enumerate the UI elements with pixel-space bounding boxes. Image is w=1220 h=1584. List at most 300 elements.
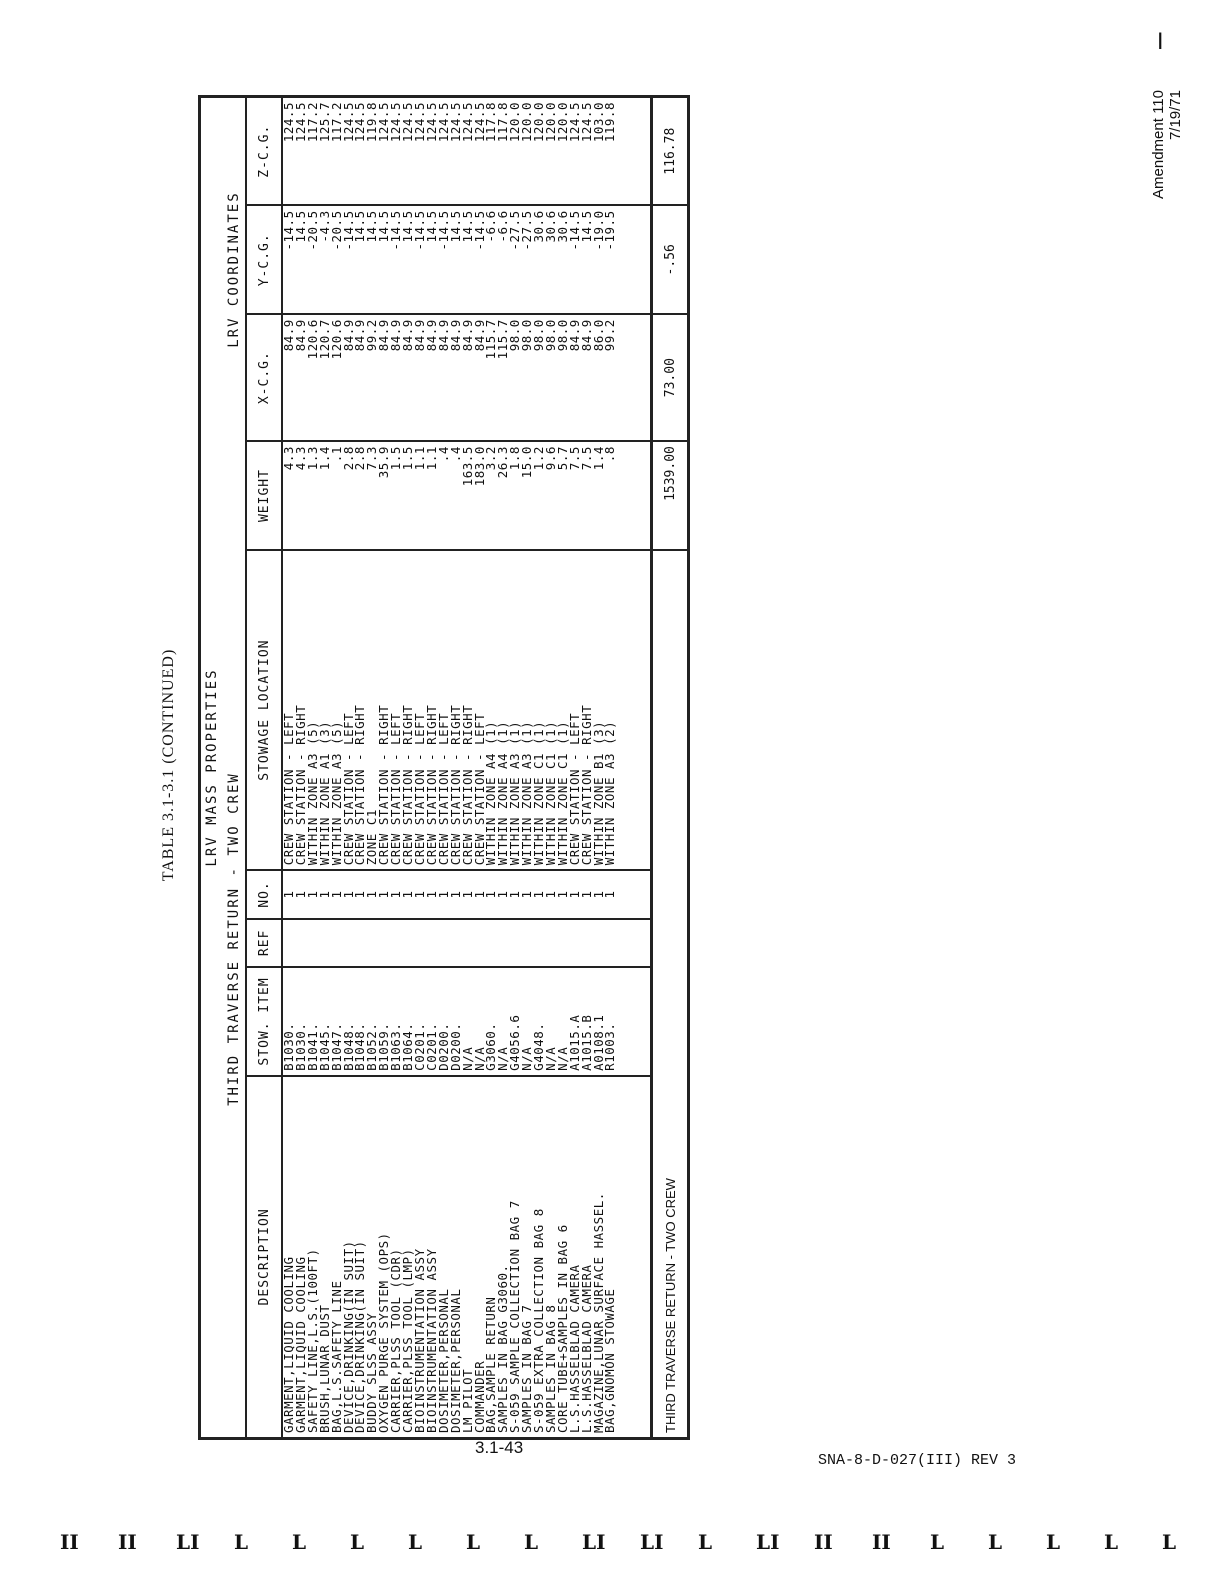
column-header: WEIGHT <box>246 441 282 550</box>
table-row <box>354 97 366 1439</box>
x-cg-cell: 84.9 <box>295 314 307 441</box>
stow-item-cell: N/A <box>557 967 569 1076</box>
y-cg-cell: 14.5 <box>450 205 462 314</box>
x-cg-cell: 115.7 <box>497 314 509 441</box>
stowage-location-cell: CREW STATION - RIGHT <box>426 550 438 870</box>
ref-cell <box>450 919 462 967</box>
stow-item-cell: B1041. <box>307 967 319 1076</box>
z-cg-cell: 120.0 <box>545 97 557 206</box>
description-cell: S-059 EXTRA COLLECTION BAG 8 <box>533 1076 545 1439</box>
stow-item-cell: N/A <box>474 967 486 1076</box>
edge-mark: L <box>524 1530 539 1554</box>
column-header: X-C.G. <box>246 314 282 441</box>
stow-item-cell: A1015.A <box>569 967 581 1076</box>
weight-cell: 2.8 <box>354 441 366 550</box>
y-cg-cell: -14.5 <box>414 205 426 314</box>
edge-mark: LI <box>582 1530 606 1554</box>
y-cg-cell: -14.5 <box>474 205 486 314</box>
spacer-row <box>616 97 652 1439</box>
stowage-location-cell: CREW STATION - RIGHT <box>402 550 414 870</box>
qty-cell: 1 <box>545 870 557 918</box>
ref-cell <box>414 919 426 967</box>
stow-item-cell: B1052. <box>366 967 378 1076</box>
stowage-location-cell: CREW STATION - RIGHT <box>581 550 593 870</box>
column-header: STOW. ITEM <box>246 967 282 1076</box>
stow-item-cell: G4048. <box>533 967 545 1076</box>
z-cg-cell: 120.0 <box>521 97 533 206</box>
coord-group-header: LRV COORDINATES <box>223 97 246 442</box>
weight-cell: .4 <box>438 441 450 550</box>
description-cell: SAMPLES IN BAG 8 <box>545 1076 557 1439</box>
ref-cell <box>438 919 450 967</box>
stowage-location-cell: CREW STATION - LEFT <box>390 550 402 870</box>
description-cell: COMMANDER <box>474 1076 486 1439</box>
stow-item-cell: A0108.1 <box>593 967 605 1076</box>
edge-mark: L <box>234 1530 249 1554</box>
stowage-location-cell: WITHIN ZONE C1 (1) <box>557 550 569 870</box>
y-cg-cell: -19.5 <box>604 205 616 314</box>
x-cg-cell: 98.0 <box>509 314 521 441</box>
description-cell: BAG,L.S.SAFETY LINE <box>331 1076 343 1439</box>
weight-cell: 35.9 <box>378 441 390 550</box>
stowage-location-cell: WITHIN ZONE A3 (2) <box>604 550 616 870</box>
edge-mark: II <box>60 1530 79 1554</box>
description-cell: BIOINSTRUMENTATION ASSY <box>426 1076 438 1439</box>
description-cell: OXYGEN PURGE SYSTEM (OPS) <box>378 1076 390 1439</box>
stowage-location-cell: WITHIN ZONE A4 (1) <box>497 550 509 870</box>
x-cg-cell: 86.0 <box>593 314 605 441</box>
y-cg-cell: 14.5 <box>354 205 366 314</box>
ref-cell <box>557 919 569 967</box>
edge-mark: LI <box>640 1530 664 1554</box>
ref-cell <box>343 919 355 967</box>
description-cell: BAG,SAMPLE RETURN <box>485 1076 497 1439</box>
qty-cell: 1 <box>438 870 450 918</box>
description-cell: L.S.HASSELBLAD CAMERA <box>581 1076 593 1439</box>
x-cg-cell: 84.9 <box>402 314 414 441</box>
ref-cell <box>509 919 521 967</box>
edge-mark: L <box>698 1530 713 1554</box>
table-subtitle: THIRD TRAVERSE RETURN - TWO CREW <box>223 441 246 1438</box>
y-cg-cell: -27.5 <box>509 205 521 314</box>
x-cg-cell: 84.9 <box>474 314 486 441</box>
qty-cell: 1 <box>450 870 462 918</box>
z-cg-cell: 124.5 <box>390 97 402 206</box>
weight-cell: 2.8 <box>343 441 355 550</box>
y-cg-cell: -19.0 <box>593 205 605 314</box>
ref-cell <box>521 919 533 967</box>
corner-mark: I <box>1157 30 1164 55</box>
stow-item-cell: B1048. <box>343 967 355 1076</box>
ref-cell <box>331 919 343 967</box>
z-cg-cell: 124.5 <box>378 97 390 206</box>
description-cell: L.S.HASSELBLAD CAMERA <box>569 1076 581 1439</box>
ref-cell <box>354 919 366 967</box>
edge-mark: II <box>872 1530 891 1554</box>
ref-cell <box>366 919 378 967</box>
edge-mark: LI <box>756 1530 780 1554</box>
z-cg-cell: 117.8 <box>485 97 497 206</box>
stow-item-cell: B1045. <box>319 967 331 1076</box>
y-cg-cell: 14.5 <box>378 205 390 314</box>
stow-item-cell: D0200. <box>450 967 462 1076</box>
y-cg-cell: 14.5 <box>295 205 307 314</box>
total-z: 116.78 <box>652 97 689 206</box>
qty-cell: 1 <box>354 870 366 918</box>
column-header: STOWAGE LOCATION <box>246 550 282 870</box>
weight-cell: 1.8 <box>509 441 521 550</box>
x-cg-cell: 98.0 <box>533 314 545 441</box>
y-cg-cell: -14.5 <box>390 205 402 314</box>
x-cg-cell: 99.2 <box>604 314 616 441</box>
column-header: Z-C.G. <box>246 97 282 206</box>
stow-item-cell: C0201. <box>414 967 426 1076</box>
weight-cell: 1.3 <box>307 441 319 550</box>
z-cg-cell: 117.2 <box>331 97 343 206</box>
stowage-location-cell: CREW STATION - LEFT <box>282 550 295 870</box>
z-cg-cell: 124.5 <box>569 97 581 206</box>
stow-item-cell: B1030. <box>295 967 307 1076</box>
description-cell: SAMPLES IN BAG 7 <box>521 1076 533 1439</box>
description-cell: GARMENT,LIQUID COOLING <box>282 1076 295 1439</box>
y-cg-cell: -14.5 <box>343 205 355 314</box>
y-cg-cell: -14.5 <box>438 205 450 314</box>
x-cg-cell: 84.9 <box>354 314 366 441</box>
qty-cell: 1 <box>485 870 497 918</box>
ref-cell <box>581 919 593 967</box>
z-cg-cell: 124.5 <box>438 97 450 206</box>
description-cell: SAFETY LINE,L.S.(100FT) <box>307 1076 319 1439</box>
stowage-location-cell: WITHIN ZONE A4 (1) <box>485 550 497 870</box>
ref-cell <box>569 919 581 967</box>
stowage-location-cell: WITHIN ZONE A3 (1) <box>521 550 533 870</box>
table-caption: TABLE 3.1-3.1 (CONTINUED) <box>160 648 177 882</box>
x-cg-cell: 84.9 <box>282 314 295 441</box>
stow-item-cell: R1003. <box>604 967 616 1076</box>
z-cg-cell: 124.5 <box>282 97 295 206</box>
qty-cell: 1 <box>378 870 390 918</box>
z-cg-cell: 124.5 <box>581 97 593 206</box>
document-id: SNA-8-D-027(III) REV 3 <box>818 1452 1017 1469</box>
stow-item-cell: C0201. <box>426 967 438 1076</box>
x-cg-cell: 84.9 <box>581 314 593 441</box>
z-cg-cell: 125.7 <box>319 97 331 206</box>
edge-mark: L <box>408 1530 423 1554</box>
edge-mark: L <box>466 1530 481 1554</box>
description-cell: BUDDY SLSS ASSY <box>366 1076 378 1439</box>
column-header: REF <box>246 919 282 967</box>
description-cell: DOSIMETER,PERSONAL <box>450 1076 462 1439</box>
stow-item-cell: G3060. <box>485 967 497 1076</box>
stowage-location-cell: CREW STATION - RIGHT <box>462 550 474 870</box>
description-cell: GARMENT,LIQUID COOLING <box>295 1076 307 1439</box>
x-cg-cell: 99.2 <box>366 314 378 441</box>
x-cg-cell: 84.9 <box>438 314 450 441</box>
rotated-table-sheet <box>160 90 1060 1440</box>
x-cg-cell: 84.9 <box>378 314 390 441</box>
column-header: Y-C.G. <box>246 205 282 314</box>
weight-cell: 1.5 <box>402 441 414 550</box>
description-cell: CARRIER,PLSS TOOL (LMP) <box>402 1076 414 1439</box>
stowage-location-cell: CREW STATION - LEFT <box>414 550 426 870</box>
weight-cell: 1.1 <box>414 441 426 550</box>
y-cg-cell: -4.3 <box>319 205 331 314</box>
x-cg-cell: 120.6 <box>331 314 343 441</box>
weight-cell: 1.2 <box>533 441 545 550</box>
stow-item-cell: N/A <box>521 967 533 1076</box>
y-cg-cell: 14.5 <box>426 205 438 314</box>
y-cg-cell: -20.5 <box>307 205 319 314</box>
description-cell: CORE TUBE+SAMPLES IN BAG 6 <box>557 1076 569 1439</box>
stow-item-cell: N/A <box>545 967 557 1076</box>
edge-mark: L <box>1162 1530 1177 1554</box>
weight-cell: 4.3 <box>295 441 307 550</box>
qty-cell: 1 <box>414 870 426 918</box>
ref-cell <box>319 919 331 967</box>
x-cg-cell: 84.9 <box>569 314 581 441</box>
edge-mark: II <box>814 1530 833 1554</box>
z-cg-cell: 124.5 <box>402 97 414 206</box>
qty-cell: 1 <box>581 870 593 918</box>
stowage-location-cell: WITHIN ZONE B1 (3) <box>593 550 605 870</box>
description-cell: BAG,GNOMON STOWAGE <box>604 1076 616 1439</box>
z-cg-cell: 124.5 <box>426 97 438 206</box>
y-cg-cell: -14.5 <box>569 205 581 314</box>
z-cg-cell: 120.0 <box>509 97 521 206</box>
amendment-note <box>1150 90 1200 240</box>
weight-cell: 3.2 <box>485 441 497 550</box>
x-cg-cell: 98.0 <box>557 314 569 441</box>
z-cg-cell: 103.0 <box>593 97 605 206</box>
description-cell: SAMPLES IN BAG G3060. <box>497 1076 509 1439</box>
stowage-location-cell: WITHIN ZONE A3 (5) <box>307 550 319 870</box>
stow-item-cell: B1047. <box>331 967 343 1076</box>
y-cg-cell: -20.5 <box>331 205 343 314</box>
stowage-location-cell: CREW STATION - RIGHT <box>450 550 462 870</box>
z-cg-cell: 124.5 <box>450 97 462 206</box>
x-cg-cell: 98.0 <box>521 314 533 441</box>
stowage-location-cell: CREW STATION - RIGHT <box>378 550 390 870</box>
x-cg-cell: 84.9 <box>462 314 474 441</box>
qty-cell: 1 <box>569 870 581 918</box>
ref-cell <box>390 919 402 967</box>
ref-cell <box>533 919 545 967</box>
weight-cell: 163.5 <box>462 441 474 550</box>
weight-cell: .4 <box>450 441 462 550</box>
qty-cell: 1 <box>462 870 474 918</box>
column-header: DESCRIPTION <box>246 1076 282 1439</box>
edge-mark: L <box>1104 1530 1119 1554</box>
y-cg-cell: 14.5 <box>402 205 414 314</box>
stow-item-cell: N/A <box>497 967 509 1076</box>
stow-item-cell: B1064. <box>402 967 414 1076</box>
weight-cell: 1.1 <box>426 441 438 550</box>
x-cg-cell: 120.7 <box>319 314 331 441</box>
weight-cell: 4.3 <box>282 441 295 550</box>
stow-item-cell: B1059. <box>378 967 390 1076</box>
description-cell: S-059 SAMPLE COLLECTION BAG 7 <box>509 1076 521 1439</box>
amendment-line1: Amendment 110 <box>1150 90 1167 199</box>
mass-properties-table <box>198 95 690 1440</box>
weight-cell: 183.0 <box>474 441 486 550</box>
description-cell: BIOINSTRUMENTATION ASSY <box>414 1076 426 1439</box>
z-cg-cell: 119.8 <box>366 97 378 206</box>
stowage-location-cell: WITHIN ZONE A3 (5) <box>331 550 343 870</box>
z-cg-cell: 117.2 <box>307 97 319 206</box>
stowage-location-cell: CREW STATION - RIGHT <box>354 550 366 870</box>
x-cg-cell: 84.9 <box>390 314 402 441</box>
x-cg-cell: 120.6 <box>307 314 319 441</box>
description-cell: BRUSH,LUNAR DUST <box>319 1076 331 1439</box>
stow-item-cell: D0200. <box>438 967 450 1076</box>
ref-cell <box>426 919 438 967</box>
table-body <box>282 97 616 1439</box>
qty-cell: 1 <box>307 870 319 918</box>
ref-cell <box>282 919 295 967</box>
edge-mark: II <box>118 1530 137 1554</box>
qty-cell: 1 <box>426 870 438 918</box>
qty-cell: 1 <box>533 870 545 918</box>
stowage-location-cell: WITHIN ZONE C1 (1) <box>533 550 545 870</box>
z-cg-cell: 124.5 <box>295 97 307 206</box>
table-row <box>604 97 616 1439</box>
description-cell: CARRIER,PLSS TOOL (CDR) <box>390 1076 402 1439</box>
ref-cell <box>402 919 414 967</box>
description-cell: DEVICE,DRINKING(IN SUIT) <box>354 1076 366 1439</box>
table-title: LRV MASS PROPERTIES <box>200 97 224 1439</box>
weight-cell: 26.3 <box>497 441 509 550</box>
qty-cell: 1 <box>604 870 616 918</box>
weight-cell: 7.5 <box>581 441 593 550</box>
description-cell: MAGAZINE,LUNAR SURFACE HASSEL. <box>593 1076 605 1439</box>
weight-cell: 1.4 <box>319 441 331 550</box>
stowage-location-cell: CREW STATION - LEFT <box>474 550 486 870</box>
weight-cell: 7.5 <box>569 441 581 550</box>
stowage-location-cell: CREW STATION - RIGHT <box>295 550 307 870</box>
y-cg-cell: 14.5 <box>366 205 378 314</box>
edge-mark: L <box>350 1530 365 1554</box>
ref-cell <box>485 919 497 967</box>
qty-cell: 1 <box>331 870 343 918</box>
description-cell: DOSIMETER,PERSONAL <box>438 1076 450 1439</box>
y-cg-cell: 30.6 <box>557 205 569 314</box>
stow-item-cell: N/A <box>462 967 474 1076</box>
qty-cell: 1 <box>593 870 605 918</box>
stowage-location-cell: CREW STATION - LEFT <box>343 550 355 870</box>
description-cell: DEVICE,DRINKING(IN SUIT) <box>343 1076 355 1439</box>
weight-cell: .1 <box>331 441 343 550</box>
x-cg-cell: 84.9 <box>414 314 426 441</box>
weight-cell: 15.0 <box>521 441 533 550</box>
description-cell: LM PILOT <box>462 1076 474 1439</box>
weight-cell: 9.6 <box>545 441 557 550</box>
total-x: 73.00 <box>652 314 689 441</box>
qty-cell: 1 <box>521 870 533 918</box>
ref-cell <box>307 919 319 967</box>
ref-cell <box>497 919 509 967</box>
z-cg-cell: 124.5 <box>354 97 366 206</box>
z-cg-cell: 119.8 <box>604 97 616 206</box>
edge-mark: L <box>930 1530 945 1554</box>
ref-cell <box>604 919 616 967</box>
total-y: -.56 <box>652 205 689 314</box>
stowage-location-cell: WITHIN ZONE C1 (1) <box>545 550 557 870</box>
amendment-line2: 7/19/71 <box>1167 90 1184 141</box>
qty-cell: 1 <box>366 870 378 918</box>
stow-item-cell: B1048. <box>354 967 366 1076</box>
qty-cell: 1 <box>497 870 509 918</box>
ref-cell <box>474 919 486 967</box>
z-cg-cell: 117.8 <box>497 97 509 206</box>
stow-item-cell: G4056.6 <box>509 967 521 1076</box>
weight-cell: 1.5 <box>390 441 402 550</box>
qty-cell: 1 <box>319 870 331 918</box>
qty-cell: 1 <box>402 870 414 918</box>
column-header: NO. <box>246 870 282 918</box>
page-number: 3.1-43 <box>475 1438 524 1457</box>
stowage-location-cell: WITHIN ZONE A3 (1) <box>509 550 521 870</box>
stowage-location-cell: CREW STATION - LEFT <box>569 550 581 870</box>
x-cg-cell: 84.9 <box>426 314 438 441</box>
column-header-row <box>246 97 282 1439</box>
ref-cell <box>593 919 605 967</box>
weight-cell: .8 <box>604 441 616 550</box>
z-cg-cell: 124.5 <box>474 97 486 206</box>
stowage-location-cell: CREW STATION - LEFT <box>438 550 450 870</box>
y-cg-cell: -27.5 <box>521 205 533 314</box>
ref-cell <box>462 919 474 967</box>
qty-cell: 1 <box>295 870 307 918</box>
y-cg-cell: 14.5 <box>462 205 474 314</box>
x-cg-cell: 98.0 <box>545 314 557 441</box>
x-cg-cell: 84.9 <box>450 314 462 441</box>
total-weight: 1539.00 <box>652 441 689 550</box>
y-cg-cell: -6.6 <box>497 205 509 314</box>
weight-cell: 5.7 <box>557 441 569 550</box>
y-cg-cell: 30.6 <box>533 205 545 314</box>
stowage-location-cell: ZONE C1 <box>366 550 378 870</box>
z-cg-cell: 120.0 <box>533 97 545 206</box>
x-cg-cell: 115.7 <box>485 314 497 441</box>
total-row <box>652 97 689 1439</box>
x-cg-cell: 84.9 <box>343 314 355 441</box>
qty-cell: 1 <box>390 870 402 918</box>
z-cg-cell: 124.5 <box>414 97 426 206</box>
stow-item-cell: B1030. <box>282 967 295 1076</box>
edge-mark: LI <box>176 1530 200 1554</box>
stow-item-cell: B1063. <box>390 967 402 1076</box>
qty-cell: 1 <box>509 870 521 918</box>
qty-cell: 1 <box>474 870 486 918</box>
qty-cell: 1 <box>282 870 295 918</box>
y-cg-cell: -6.6 <box>485 205 497 314</box>
weight-cell: 7.3 <box>366 441 378 550</box>
y-cg-cell: 14.5 <box>581 205 593 314</box>
z-cg-cell: 124.5 <box>343 97 355 206</box>
total-label: THIRD TRAVERSE RETURN - TWO CREW <box>652 550 689 1439</box>
ref-cell <box>545 919 557 967</box>
stow-item-cell: A1015.B <box>581 967 593 1076</box>
qty-cell: 1 <box>343 870 355 918</box>
qty-cell: 1 <box>557 870 569 918</box>
ref-cell <box>295 919 307 967</box>
weight-cell: 1.4 <box>593 441 605 550</box>
y-cg-cell: -14.5 <box>282 205 295 314</box>
edge-mark: L <box>988 1530 1003 1554</box>
z-cg-cell: 124.5 <box>462 97 474 206</box>
edge-mark: L <box>1046 1530 1061 1554</box>
ref-cell <box>378 919 390 967</box>
